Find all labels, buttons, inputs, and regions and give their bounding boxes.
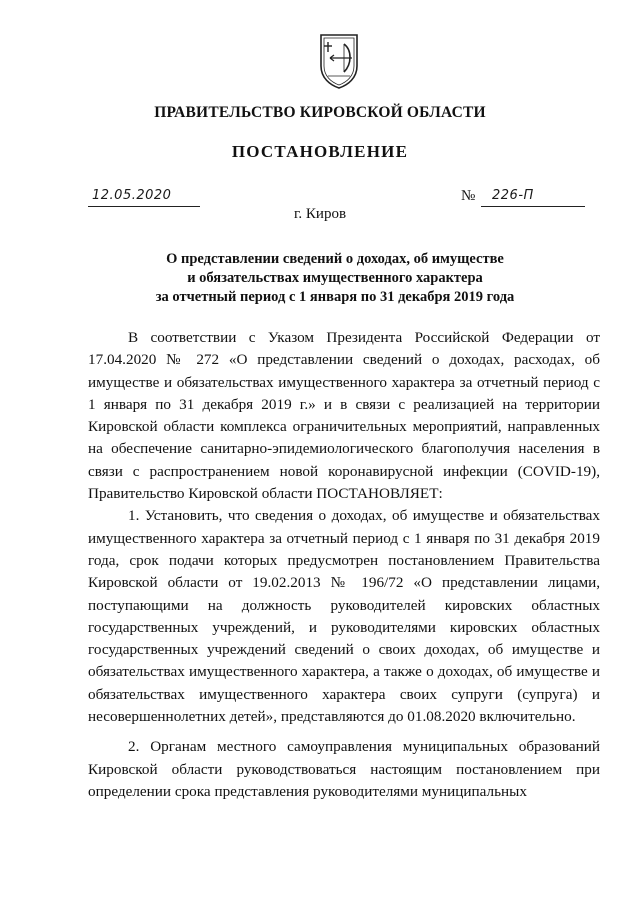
title-line: О представлении сведений о доходах, об имуществе xyxy=(166,251,504,267)
document-type: ПОСТАНОВЛЕНИЕ xyxy=(231,142,409,161)
document-date: 12.05.2020 xyxy=(92,188,172,203)
title-line: за отчетный период с 1 января по 31 декабря 2019 года xyxy=(155,289,515,305)
kirov-coat-of-arms-icon xyxy=(314,32,364,90)
organization-name: ПРАВИТЕЛЬСТВО КИРОВСКОЙ ОБЛАСТИ xyxy=(154,104,486,121)
number-sign: № xyxy=(461,188,476,204)
item-2-paragraph: 2. Органам местного самоуправления муниципальных образований Кировской области руководствоваться настоящим постановлением при определении срока представления руководителями муниципальных xyxy=(88,738,600,800)
title-line: и обязательствах имущественного характера xyxy=(187,270,483,286)
document-title xyxy=(120,250,550,307)
document-number: 226-П xyxy=(492,188,534,203)
city-name: г. Киров xyxy=(293,206,347,222)
document-body xyxy=(88,327,600,803)
item-1-paragraph: 1. Установить, что сведения о доходах, об имуществе и обязательствах имущественного характера за отчетный период с 1 января по 31 декабря 2019 года, срок подачи которых предусмотрен постановлением Правительства Кировской области от 19.02.2013 № 196/72 «О представлении лицами, поступающими на должность руководителей кировских областных государственных учреждений, и руководителями кировских областных государственных учреждений сведений о своих доходах, об имуществе и обязательствах имущественного характера, а также о доходах, об имуществе и обязательствах имущественного характера своих супруги (супруга) и несовершеннолетних детей», представляются до 01.08.2020 включительно. xyxy=(88,507,600,726)
preamble-paragraph: В соответствии с Указом Президента Российской Федерации от 17.04.2020 № 272 «О представлении сведений о доходах, расходах, об имуществе и обязательствах имущественного характера за отчетный период с 1 января по 31 декабря 2019 г.» и в связи с реализацией на территории Кировской области комплекса ограничительных мероприятий, направленных на обеспечение санитарно-эпидемиологического благополучия населения в связи с распространением новой коронавирусной инфекции (COVID-19), Правительство Кировской области ПОСТАНОВЛЯЕТ: xyxy=(88,329,600,503)
